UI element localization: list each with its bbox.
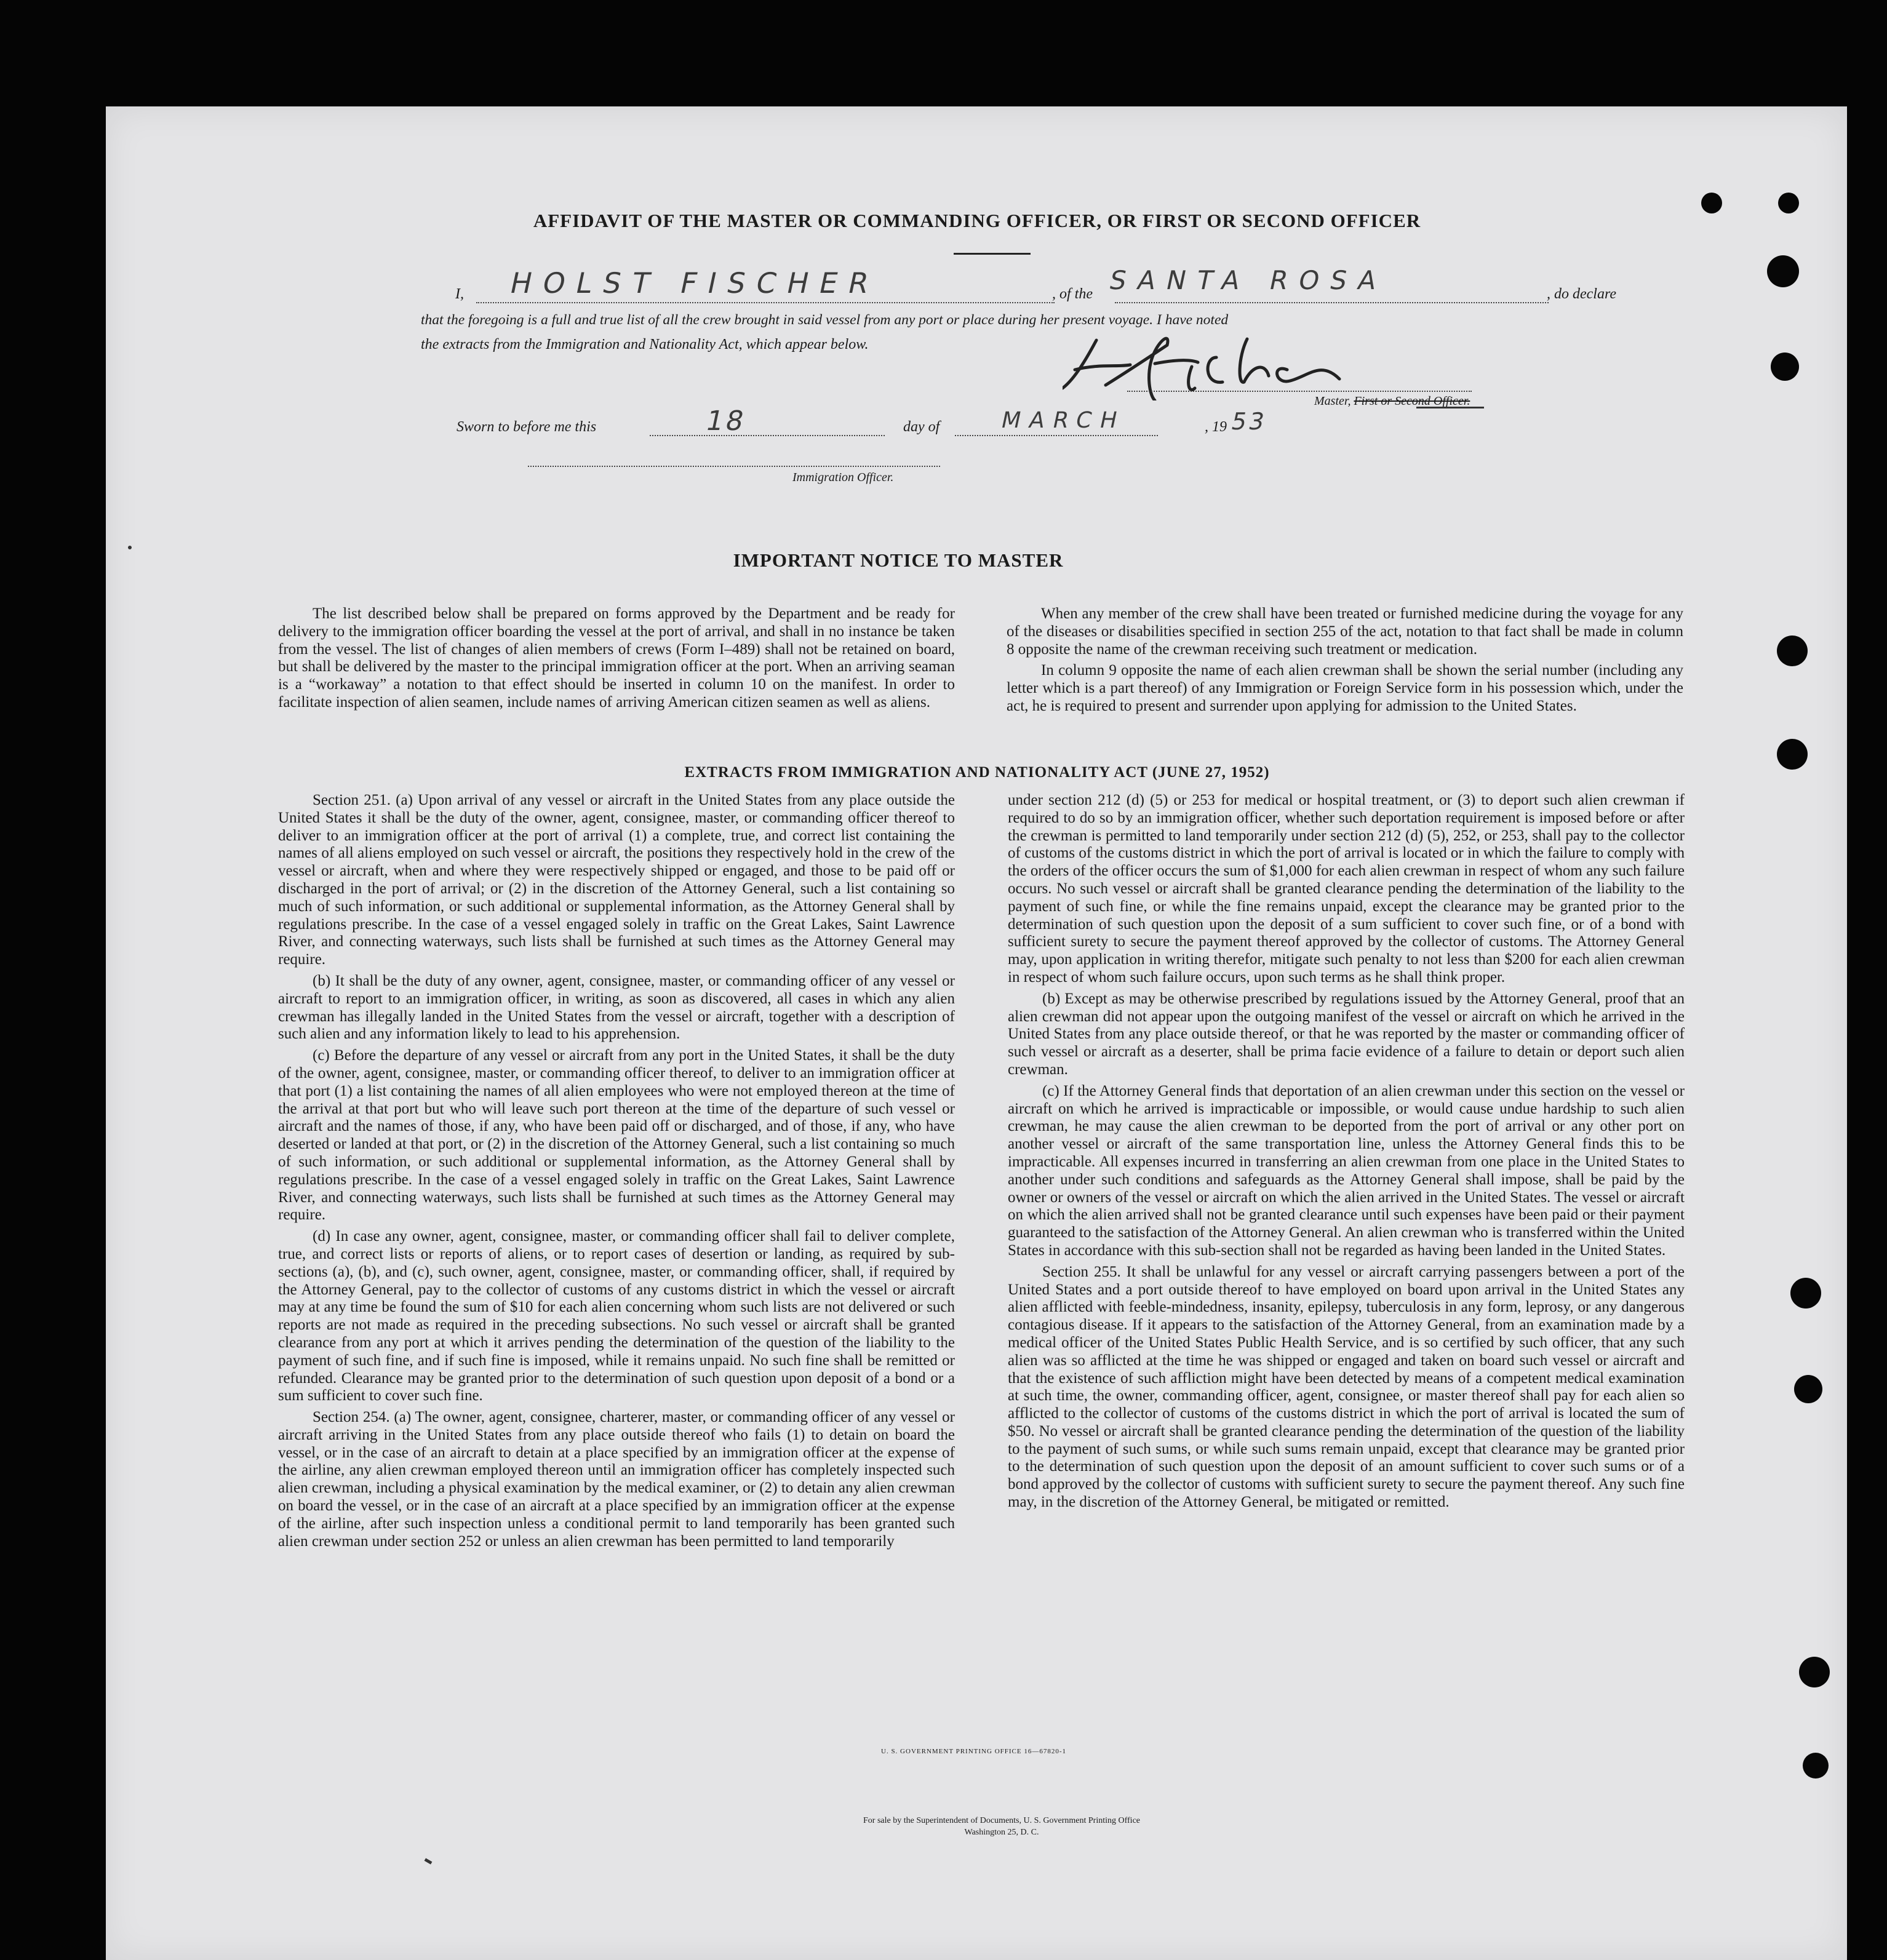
printer-line: U. S. GOVERNMENT PRINTING OFFICE 16—67820-1 [881,1748,1067,1755]
section-255: Section 255. It shall be unlawful for any vessel or aircraft carrying passengers between a port of the United States and a port outside thereof to have employed on board upon arrival in the United States any alien afflicted with feeble-mindedness, insanity, epilepsy, tuberculosis in any form, leprosy, or any dangerous contagious disease. If it appears to the satisfaction of the Attorney General, from an examination made by a medical officer of the United States Public Health Service, and is so certified by such officer, that any such alien was so afflicted at the time he was shipped or engaged and taken on board such vessel or aircraft and that the existence of such affliction might have been detected by means of a competent medical examination at such time, the owner, commanding officer, agent, consignee, or master thereof shall pay for each alien so afflicted to the collector of customs of the customs district in which the port of arrival is located the sum of $50. No vessel or aircraft shall be granted clearance pending the determination of the question of the liability to the payment of such sums, or while such sums remain unpaid, except that clearance may be granted prior to the determination of such question upon the deposit of an amount sufficient to cover such sums or of a bond approved by the collector of customs with sufficient surety to secure the payment thereof. Any such fine may, in the discretion of the Attorney General, be mitigated or remitted. [1008,1263,1685,1511]
notice-left-paragraph: The list described below shall be prepared on forms approved by the Department and be ready for delivery to the immigration officer boarding the vessel at the port of arrival, and shall in no instance be taken from the vessel. The list of changes of alien members of crews (Form I–489) shall not be retained on board, but shall be delivered by the master to the principal immigration officer at the port. When an arriving seaman is a “workaway” a notation to that effect should be inserted in column 10 on the manifest. In order to facilitate inspection of alien seamen, include names of arriving American citizen seamen as well as aliens. [278,605,955,711]
handwritten-month: MARCH [999,408,1128,433]
punch-hole [1799,1657,1830,1687]
document-page [106,106,1847,1960]
master-signature [1063,327,1469,400]
punch-hole [1790,1278,1821,1309]
section-254-a: Section 254. (a) The owner, agent, consignee, charterer, master, or commanding officer of any vessel or aircraft arriving in the United States from any place outside thereof who fails (1) to detain on board the vessel, or in the case of an aircraft to detain at a place specified by an immigration officer at the expense of the airline, any alien crewman employed thereon until an immigration officer has completely inspected such alien crewman, including a physical examination by the medical examiner, or (2) to detain any alien crewman on board the vessel, or in the case of an aircraft at a place specified by an immigration officer at the expense of the airline, after such inspection unless a conditional permit to land temporarily has been granted such alien crewman under section 252 or unless an alien crewman has been permitted to land temporarily [278,1409,955,1550]
master-title: Master, [1314,394,1354,408]
notice-right-paragraph-1: When any member of the crew shall have been treated or furnished medicine during the voyage for any of the diseases or disabilities specified in section 255 of the act, notation to that fact shall be made in column 8 opposite the name of the crewman receiving such treatment or medication. [1007,605,1683,658]
signature-line [1127,391,1472,392]
section-254-a-continued: under section 212 (d) (5) or 253 for medical or hospital treatment, or (3) to deport such alien crewman if required to do so by an immigration officer, whether such deportation requirement is imposed before or after the crewman is permitted to land temporarily under section 212 (d) (5), 252, or 253, shall pay to the collector of customs of the customs district in which the port of arrival is located or in which the failure to comply with the orders of the officer occurs the sum of $1,000 for each alien crewman in respect of whom any such failure occurs. No such vessel or aircraft shall be granted clearance pending the determination of the liability to the payment of such fine, or while the fine remains unpaid, except the clearance may be granted prior to the determination of such question upon the deposit of a sum sufficient to cover such fine, or of a bond with sufficient surety to secure the payment thereof approved by the collector of customs. The Attorney General may, upon application in writing therefor, mitigate such penalty to not less than $200 for each alien crewman in respect of whom such failure occurs, upon such terms as he shall think proper. [1008,792,1685,986]
handwritten-day: 18 [703,405,749,437]
section-254-b: (b) Except as may be otherwise prescribed by regulations issued by the Attorney General, proof that an alien crewman did not appear upon the outgoing manifest of the vessel or aircraft on which he arrived in the United States from any place outside thereof, or that he was reported by the master or commanding officer of such vessel or aircraft as a deserter, shall be prima facie evidence of a failure to detain or deport such alien crewman. [1008,990,1685,1078]
stray-mark [425,1858,433,1864]
punch-hole [1794,1375,1822,1403]
year-prefix: , 19 [1205,419,1227,435]
sworn-label: Sworn to before me this [457,419,597,435]
affidavit-body-line1: that the foregoing is a full and true list of all the crew brought in said vessel from any port or place during her present voyage. I have noted [421,312,1229,328]
affidavit-title: AFFIDAVIT OF THE MASTER OR COMMANDING OFFICER, OR FIRST OR SECOND OFFICER [533,210,1421,231]
punch-hole [1771,353,1799,381]
notice-title: IMPORTANT NOTICE TO MASTER [733,549,1064,571]
sale-notice [756,1815,1248,1838]
officer-signature-line [528,466,940,467]
vessel-line [1115,302,1549,303]
section-251-d: (d) In case any owner, agent, consignee, master, or commanding officer shall fail to deliver complete, true, and correct lists or reports of aliens, or to report cases of desertion or landing, as required by sub-sections (a), (b), and (c), such owner, agent, consignee, master, or commanding officer, shall, if required by the Attorney General, pay to the collector of customs of any customs district in which the vessel or aircraft may at any time be found the sum of $10 for each alien concerning whom such lists are not delivered or such reports are not made as required in the preceding subsections. No such vessel or aircraft shall be granted clearance from any port at which it arrives pending the determination of the question of the liability to the payment of such fine, and if such fine is imposed, while it remains unpaid. No such fine shall be remitted or refunded. Clearance may be granted prior to the determination of such question upon deposit of a bond or a sum sufficient to cover such fine. [278,1228,955,1404]
extracts-title: EXTRACTS FROM IMMIGRATION AND NATIONALITY ACT (JUNE 27, 1952) [684,764,1270,781]
handwritten-year: 53 [1229,408,1270,435]
stray-dot [128,546,132,549]
day-line [650,435,885,436]
notice-right-paragraph-2: In column 9 opposite the name of each alien crewman shall be shown the serial number (including any letter which is a part thereof) of any Immigration or Foreign Service form in his possession which, under the act, he is required to present and surrender upon applying for admission to the United States. [1007,662,1683,714]
section-251-a: Section 251. (a) Upon arrival of any vessel or aircraft in the United States from any place outside the United States it shall be the duty of the owner, agent, consignee, master, or commanding officer thereof to deliver to an immigration officer at the port of arrival (1) a complete, true, and correct list containing the names of all aliens employed on such vessel or aircraft, the positions they respectively hold in the crew of the vessel or aircraft, when and where they were respectively shipped or engaged, and those to be paid off or discharged in the port of arrival; or (2) in the discretion of the Attorney General, such a list containing so much of such information, or such additional or supplemental information, as the Attorney General shall by regulations prescribe. In the case of a vessel engaged solely in traffic on the Great Lakes, Saint Lawrence River, and connecting waterways, such lists shall be furnished at such times as the Attorney General may require. [278,792,955,968]
handwritten-name: HOLST FISCHER [507,266,884,300]
extracts-right-column [1008,792,1685,1515]
strike-mark [1416,407,1484,408]
punch-hole [1701,193,1722,213]
punch-hole [1767,255,1799,287]
punch-hole [1778,193,1799,213]
punch-hole [1777,739,1808,770]
month-line [955,435,1158,436]
handwritten-vessel: SANTA ROSA [1106,265,1390,295]
i-label: I, [455,286,464,302]
declare-label: , do declare [1547,286,1617,302]
punch-hole [1777,635,1808,666]
sale-line-2: Washington 25, D. C. [964,1828,1039,1837]
title-rule [954,253,1031,255]
punch-hole [1803,1753,1829,1779]
name-line [476,302,1055,303]
of-the-label: , of the [1052,286,1093,302]
section-251-c: (c) Before the departure of any vessel or aircraft from any port in the United States, it shall be the duty of the owner, agent, consignee, master, or commanding officer thereof, to deliver to an immigration officer at that port (1) a list containing the names of all alien employees who were not employed thereon at the time of the arrival at that port but who will leave such port thereon at the time of the departure of such vessel or aircraft and the names of those, if any, who have been paid off or discharged, and of those, if any, who have deserted or landed at that port, or (2) in the discretion of the Attorney General, such a list containing so much of such information, or such additional or supplemental information, as the Attorney General shall by regulations prescribe. In the case of a vessel engaged solely in traffic on the Great Lakes, Saint Lawrence River, and connecting waterways, such lists shall be furnished at such times as the Attorney General may require. [278,1047,955,1224]
section-254-c: (c) If the Attorney General finds that deportation of an alien crewman under this section on the vessel or aircraft on which he arrived is impracticable or impossible, or would cause undue hardship to such alien crewman, he may cause the alien crewman to be deported from the port of arrival or any other port on another vessel or aircraft of the same transportation line, unless the Attorney General finds this to be impracticable. All expenses incurred in transferring an alien crewman from one place in the United States to another under such conditions and safeguards as the Attorney General shall impose, shall be paid by the owner or owners of the vessel or aircraft on which the alien arrived in the United States. The vessel or aircraft on which the alien arrived shall not be granted clearance until such expenses have been paid or their payment guaranteed to the satisfaction of the Attorney General. An alien crewman who is transferred within the United States in accordance with this sub-section shall not be regarded as having been landed in the United States. [1008,1082,1685,1259]
section-251-b: (b) It shall be the duty of any owner, agent, consignee, master, or commanding officer of any vessel or aircraft to report to an immigration officer, in writing, as soon as discovered, all cases in which any alien crewman has illegally landed in the United States from the vessel or aircraft, together with a description of such alien and any information likely to lead to his apprehension. [278,972,955,1043]
sale-line-1: For sale by the Superintendent of Documents, U. S. Government Printing Office [863,1816,1140,1825]
extracts-left-column [278,792,955,1554]
notice-left-column [278,605,955,715]
struck-officer-title: First or Second Officer. [1354,394,1470,408]
day-of-label: day of [903,419,940,435]
immigration-officer-label: Immigration Officer. [792,471,894,484]
notice-right-column [1007,605,1683,719]
affidavit-body-line2: the extracts from the Immigration and Nationality Act, which appear below. [421,337,869,353]
